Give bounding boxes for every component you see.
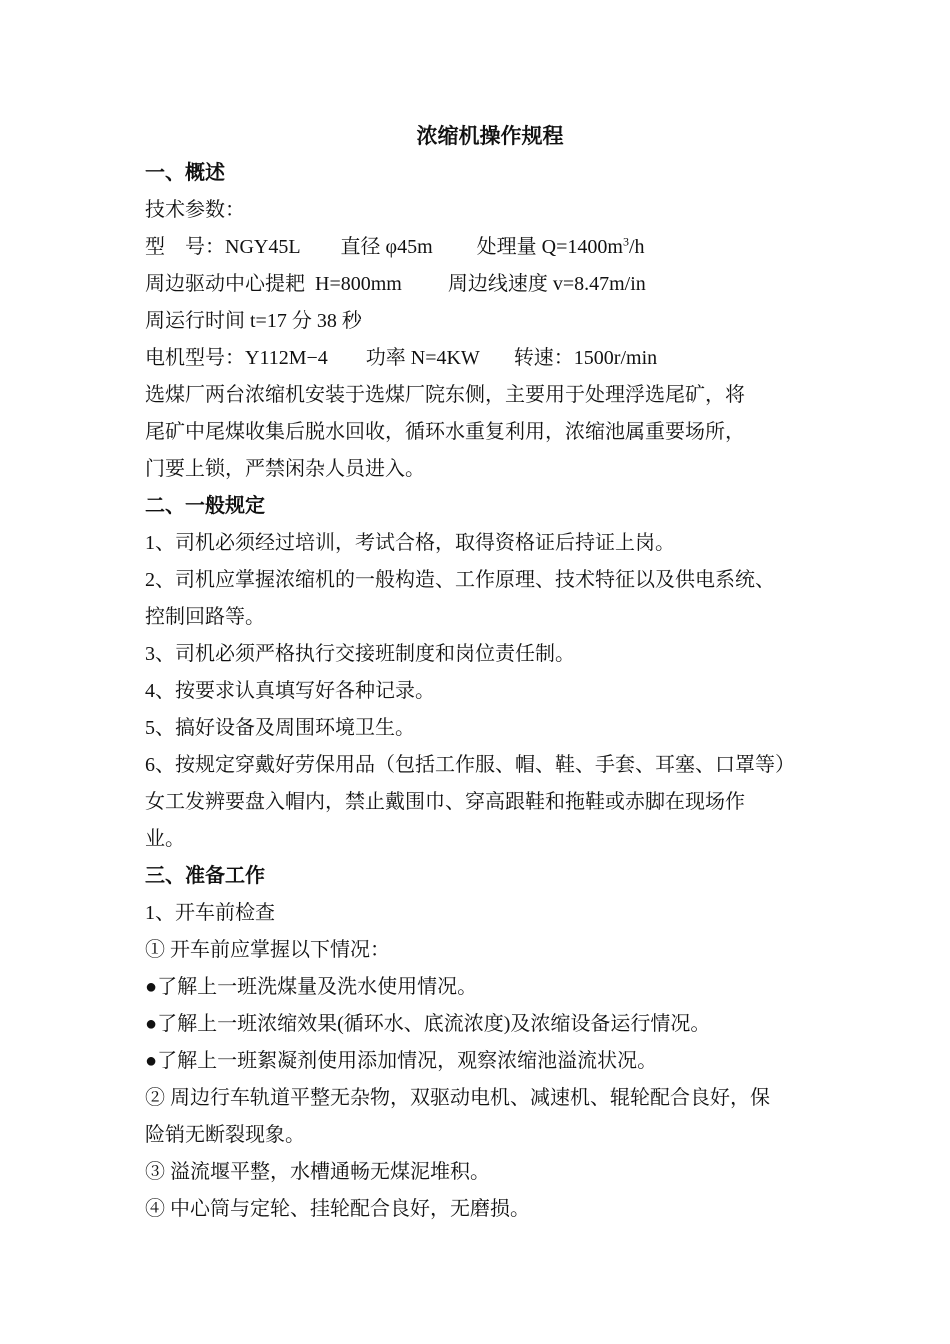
- model-label: 型: [145, 236, 165, 258]
- preparation-line: ●了解上一班絮凝剂使用添加情况，观察浓缩池溢流状况。: [145, 1050, 658, 1072]
- general-rule-line: 6、按规定穿戴好劳保用品（包括工作服、帽、鞋、手套、耳塞、口罩等）: [145, 754, 795, 776]
- general-rule-line: 控制回路等。: [145, 606, 265, 628]
- motor-line: [145, 340, 835, 377]
- motor-model: 电机型号：Y112M−4: [145, 347, 328, 369]
- motor-speed: 转速：1500r/min: [513, 347, 658, 369]
- general-rule-line: 业。: [145, 828, 185, 850]
- general-rule-line: 4、按要求认真填写好各种记录。: [145, 680, 435, 702]
- overview-desc-line: 门要上锁，严禁闲杂人员进入。: [145, 458, 425, 480]
- section-heading-preparation: 三、准备工作: [145, 865, 265, 887]
- overview-desc-line: 选煤厂两台浓缩机安装于选煤厂院东侧，主要用于处理浮选尾矿，将: [145, 384, 745, 406]
- document-title: 浓缩机操作规程: [416, 124, 564, 148]
- capacity-suffix: /h: [628, 236, 645, 258]
- preparation-line: ③ 溢流堰平整，水槽通畅无煤泥堆积。: [145, 1161, 490, 1183]
- capacity-prefix: 处理量 Q=1400m: [476, 236, 623, 258]
- overview-desc-line: 尾矿中尾煤收集后脱水回收，循环水重复利用，浓缩池属重要场所，: [145, 421, 745, 443]
- general-rule-line: 1、司机必须经过培训，考试合格，取得资格证后持证上岗。: [145, 532, 675, 554]
- section-heading-general-rules: 二、一般规定: [145, 495, 265, 517]
- line-speed-value: 周边线速度 v=8.47m/in: [447, 273, 646, 295]
- document-body: [145, 118, 835, 1228]
- preparation-line: ●了解上一班浓缩效果(循环水、底流浓度)及浓缩设备运行情况。: [145, 1013, 711, 1035]
- model-line: [145, 229, 835, 266]
- preparation-line: ① 开车前应掌握以下情况：: [145, 939, 390, 961]
- preparation-line: ●了解上一班洗煤量及洗水使用情况。: [145, 976, 478, 998]
- rake-line: [145, 266, 835, 303]
- model-value: 号：NGY45L: [185, 236, 301, 258]
- diameter-value: 直径 φ45m: [340, 236, 433, 258]
- capacity-value: [477, 236, 645, 258]
- general-rule-line: 5、搞好设备及周围环境卫生。: [145, 717, 415, 739]
- motor-power: 功率 N=4KW: [365, 347, 480, 369]
- preparation-line: 险销无断裂现象。: [145, 1124, 305, 1146]
- preparation-line: 1、开车前检查: [145, 902, 275, 924]
- section-heading-overview: 一、概述: [145, 162, 225, 184]
- rake-lift-label: 周边驱动中心提耙: [145, 273, 305, 295]
- preparation-line: ④ 中心筒与定轮、挂轮配合良好，无磨损。: [145, 1198, 530, 1220]
- general-rule-line: 3、司机必须严格执行交接班制度和岗位责任制。: [145, 643, 575, 665]
- rake-lift-value: H=800mm: [315, 273, 402, 295]
- general-rule-line: 2、司机应掌握浓缩机的一般构造、工作原理、技术特征以及供电系统、: [145, 569, 775, 591]
- preparation-line: ② 周边行车轨道平整无杂物，双驱动电机、减速机、辊轮配合良好，保: [145, 1087, 770, 1109]
- general-rule-line: 女工发辨要盘入帽内，禁止戴围巾、穿高跟鞋和拖鞋或赤脚在现场作: [145, 791, 745, 813]
- tech-params-label: 技术参数：: [145, 199, 245, 221]
- cycle-time: 周运行时间 t=17 分 38 秒: [145, 310, 362, 332]
- capacity-sup: 3: [622, 234, 629, 249]
